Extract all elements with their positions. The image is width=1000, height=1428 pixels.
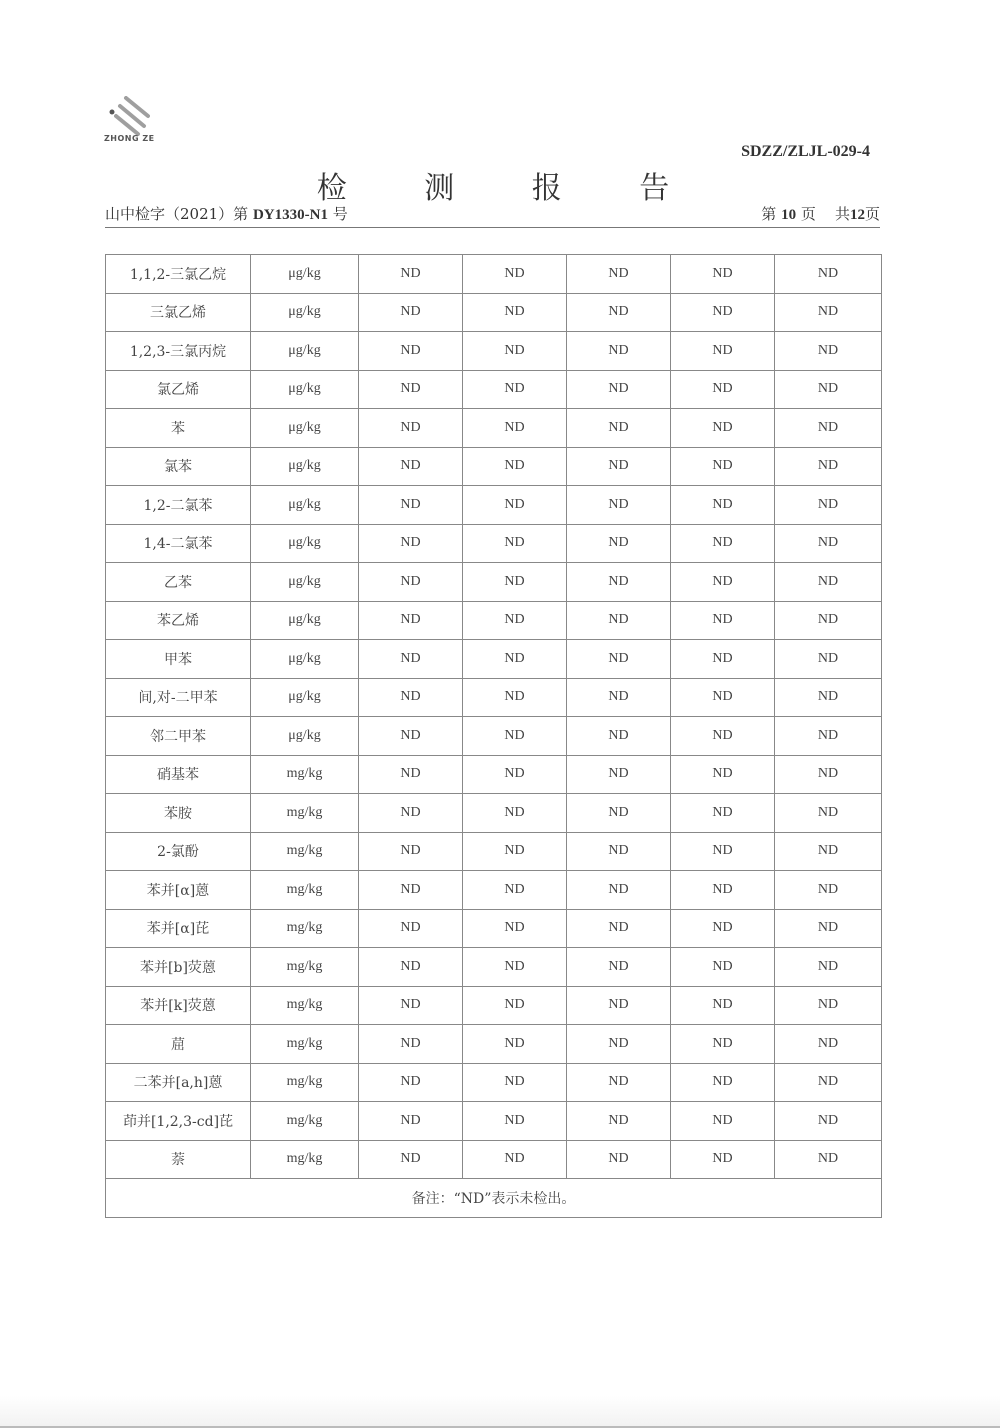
analyte-name: 苯 (106, 409, 251, 448)
result-value: ND (671, 1102, 775, 1141)
result-value: ND (359, 1102, 463, 1141)
result-value: ND (463, 1140, 567, 1179)
table-row (106, 794, 882, 833)
result-value: ND (359, 601, 463, 640)
result-value: ND (775, 409, 882, 448)
result-value: ND (775, 1140, 882, 1179)
result-value: ND (775, 755, 882, 794)
analyte-name: 苯乙烯 (106, 601, 251, 640)
result-value: ND (463, 1102, 567, 1141)
table-row (106, 871, 882, 910)
result-value: ND (359, 447, 463, 486)
analyte-name: 间,对-二甲苯 (106, 678, 251, 717)
result-value: ND (567, 1063, 671, 1102)
analyte-name: 2-氯酚 (106, 832, 251, 871)
table-row (106, 255, 882, 294)
result-value: ND (775, 871, 882, 910)
result-value: ND (775, 293, 882, 332)
result-value: ND (671, 1063, 775, 1102)
result-value: ND (359, 832, 463, 871)
report-subheader (105, 203, 880, 228)
result-value: ND (567, 409, 671, 448)
result-value: ND (567, 986, 671, 1025)
analyte-name: 萘 (106, 1140, 251, 1179)
table-row (106, 1102, 882, 1141)
table-row (106, 640, 882, 679)
analyte-name: 乙苯 (106, 563, 251, 602)
result-value: ND (463, 293, 567, 332)
analyte-name: 邻二甲苯 (106, 717, 251, 756)
result-value: ND (359, 986, 463, 1025)
result-value: ND (671, 640, 775, 679)
result-value: ND (567, 909, 671, 948)
remark-text: 备注：“ND”表示未检出。 (106, 1179, 882, 1218)
table-row (106, 332, 882, 371)
page-total: 12 (849, 207, 865, 223)
unit: mg/kg (251, 871, 359, 910)
result-value: ND (463, 755, 567, 794)
unit: mg/kg (251, 794, 359, 833)
result-value: ND (775, 563, 882, 602)
result-value: ND (359, 293, 463, 332)
result-value: ND (359, 563, 463, 602)
analyte-name: 二苯并[a,h]蒽 (106, 1063, 251, 1102)
unit: mg/kg (251, 1140, 359, 1179)
result-value: ND (359, 909, 463, 948)
result-value: ND (463, 332, 567, 371)
result-value: ND (463, 370, 567, 409)
report-number: 山中检字（2021）第 DY1330-N1 号 (105, 205, 348, 223)
page-current: 10 (781, 207, 797, 223)
result-value: ND (671, 871, 775, 910)
unit: mg/kg (251, 755, 359, 794)
unit: μg/kg (251, 486, 359, 525)
table-row (106, 486, 882, 525)
analyte-name: 苯并[k]荧蒽 (106, 986, 251, 1025)
result-value: ND (775, 678, 882, 717)
result-value: ND (359, 948, 463, 987)
result-value: ND (775, 370, 882, 409)
analyte-name: 苯并[α]蒽 (106, 871, 251, 910)
result-value: ND (671, 909, 775, 948)
document-code: SDZZ/ZLJL-029-4 (741, 143, 870, 160)
analyte-name: 茚并[1,2,3-cd]芘 (106, 1102, 251, 1141)
analyte-name: 苯胺 (106, 794, 251, 833)
result-value: ND (567, 1102, 671, 1141)
result-value: ND (567, 563, 671, 602)
page-bottom-edge (0, 1396, 1000, 1428)
result-value: ND (775, 486, 882, 525)
result-value: ND (671, 255, 775, 294)
result-value: ND (567, 293, 671, 332)
result-value: ND (567, 832, 671, 871)
unit: μg/kg (251, 370, 359, 409)
result-value: ND (463, 794, 567, 833)
result-value: ND (463, 871, 567, 910)
unit: mg/kg (251, 986, 359, 1025)
result-value: ND (359, 678, 463, 717)
unit: μg/kg (251, 255, 359, 294)
unit: μg/kg (251, 524, 359, 563)
unit: μg/kg (251, 601, 359, 640)
result-value: ND (775, 601, 882, 640)
analyte-name: 甲苯 (106, 640, 251, 679)
result-value: ND (671, 293, 775, 332)
table-row (106, 678, 882, 717)
unit: mg/kg (251, 1025, 359, 1064)
result-value: ND (775, 255, 882, 294)
table-row (106, 447, 882, 486)
unit: mg/kg (251, 948, 359, 987)
result-value: ND (359, 409, 463, 448)
result-value: ND (671, 986, 775, 1025)
result-value: ND (567, 332, 671, 371)
result-value: ND (775, 640, 882, 679)
report-id: DY1330-N1 (252, 207, 328, 223)
result-value: ND (463, 409, 567, 448)
result-value: ND (463, 255, 567, 294)
result-value: ND (359, 1025, 463, 1064)
result-value: ND (359, 640, 463, 679)
analyte-name: 1,2-二氯苯 (106, 486, 251, 525)
unit: μg/kg (251, 717, 359, 756)
table-row (106, 986, 882, 1025)
remark-row (106, 1179, 882, 1218)
unit: μg/kg (251, 447, 359, 486)
result-value: ND (671, 717, 775, 756)
result-value: ND (463, 832, 567, 871)
result-value: ND (567, 948, 671, 987)
unit: mg/kg (251, 909, 359, 948)
result-value: ND (463, 447, 567, 486)
result-value: ND (671, 370, 775, 409)
table-row (106, 524, 882, 563)
result-value: ND (567, 447, 671, 486)
result-value: ND (463, 986, 567, 1025)
result-value: ND (775, 332, 882, 371)
result-value: ND (359, 794, 463, 833)
unit: μg/kg (251, 293, 359, 332)
analyte-name: 氯苯 (106, 447, 251, 486)
result-value: ND (463, 524, 567, 563)
result-value: ND (671, 1140, 775, 1179)
result-value: ND (567, 255, 671, 294)
result-value: ND (359, 1063, 463, 1102)
result-value: ND (359, 755, 463, 794)
result-value: ND (671, 563, 775, 602)
result-value: ND (463, 1025, 567, 1064)
table-row (106, 909, 882, 948)
result-value: ND (567, 486, 671, 525)
result-value: ND (671, 948, 775, 987)
unit: mg/kg (251, 1102, 359, 1141)
table-row (106, 1025, 882, 1064)
result-value: ND (359, 717, 463, 756)
result-value: ND (671, 447, 775, 486)
page-title: 检 测 报 告 (316, 171, 704, 206)
table-row (106, 601, 882, 640)
table-row (106, 1140, 882, 1179)
result-value: ND (463, 563, 567, 602)
analyte-name: 苯并[b]荧蒽 (106, 948, 251, 987)
unit: mg/kg (251, 832, 359, 871)
result-value: ND (567, 717, 671, 756)
result-value: ND (671, 524, 775, 563)
result-value: ND (359, 332, 463, 371)
table-row (106, 717, 882, 756)
table-row (106, 832, 882, 871)
result-value: ND (567, 678, 671, 717)
analyte-name: 1,4-二氯苯 (106, 524, 251, 563)
results-table (105, 254, 882, 1218)
unit: mg/kg (251, 1063, 359, 1102)
result-value: ND (775, 794, 882, 833)
result-value: ND (775, 986, 882, 1025)
result-value: ND (671, 409, 775, 448)
result-value: ND (359, 1140, 463, 1179)
logo-text: ZHONG ZE (104, 134, 155, 143)
result-value: ND (671, 832, 775, 871)
result-value: ND (567, 524, 671, 563)
table-row (106, 293, 882, 332)
result-value: ND (359, 524, 463, 563)
result-value: ND (567, 640, 671, 679)
analyte-name: 䓛 (106, 1025, 251, 1064)
table-row (106, 409, 882, 448)
analyte-name: 三氯乙烯 (106, 293, 251, 332)
result-value: ND (359, 871, 463, 910)
result-value: ND (359, 486, 463, 525)
result-value: ND (671, 332, 775, 371)
result-value: ND (775, 832, 882, 871)
result-value: ND (671, 486, 775, 525)
result-value: ND (567, 794, 671, 833)
unit: μg/kg (251, 332, 359, 371)
result-value: ND (463, 717, 567, 756)
result-value: ND (671, 755, 775, 794)
result-value: ND (671, 794, 775, 833)
result-value: ND (463, 909, 567, 948)
result-value: ND (671, 601, 775, 640)
analyte-name: 硝基苯 (106, 755, 251, 794)
unit: μg/kg (251, 678, 359, 717)
unit: μg/kg (251, 563, 359, 602)
result-value: ND (567, 871, 671, 910)
result-value: ND (359, 255, 463, 294)
result-value: ND (775, 948, 882, 987)
result-value: ND (775, 909, 882, 948)
table-row (106, 755, 882, 794)
unit: μg/kg (251, 409, 359, 448)
table-row (106, 948, 882, 987)
result-value: ND (671, 1025, 775, 1064)
result-value: ND (775, 1102, 882, 1141)
table-row (106, 1063, 882, 1102)
result-value: ND (359, 370, 463, 409)
table-row (106, 370, 882, 409)
analyte-name: 氯乙烯 (106, 370, 251, 409)
result-value: ND (567, 1025, 671, 1064)
result-value: ND (567, 755, 671, 794)
analyte-name: 1,2,3-三氯丙烷 (106, 332, 251, 371)
result-value: ND (463, 948, 567, 987)
result-value: ND (463, 678, 567, 717)
result-value: ND (463, 640, 567, 679)
result-value: ND (775, 447, 882, 486)
result-value: ND (567, 1140, 671, 1179)
analyte-name: 苯并[α]芘 (106, 909, 251, 948)
result-value: ND (567, 370, 671, 409)
result-value: ND (463, 601, 567, 640)
result-value: ND (775, 717, 882, 756)
page-indicator: 第 10 页 共12页 (761, 205, 880, 223)
table-row (106, 563, 882, 602)
result-value: ND (463, 1063, 567, 1102)
analyte-name: 1,1,2-三氯乙烷 (106, 255, 251, 294)
result-value: ND (567, 601, 671, 640)
result-value: ND (775, 524, 882, 563)
result-value: ND (463, 486, 567, 525)
result-value: ND (775, 1025, 882, 1064)
result-value: ND (671, 678, 775, 717)
results-table-body (106, 255, 882, 1218)
result-value: ND (775, 1063, 882, 1102)
unit: μg/kg (251, 640, 359, 679)
